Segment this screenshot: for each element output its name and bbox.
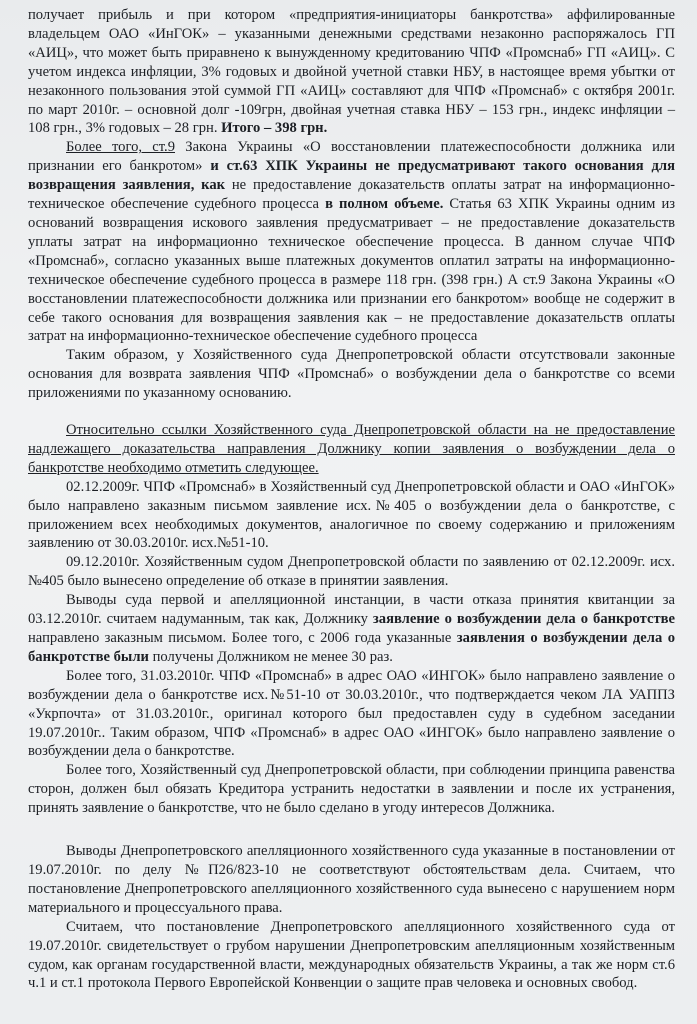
paragraph-2-text-2: не предоставление доказательств оплаты затрат на информационно-техническое обеспечение судебного процесса [28,177,675,213]
paragraph-7-text-2: направлено заказным письмом. Более того, с 2006 года указанные [28,630,457,646]
paragraph-7-bold-1: заявление о возбуждении дела о банкротстве [372,611,675,628]
paragraph-6: 09.12.2010г. Хозяйственным судом Днепропетровской области по заявлению от 02.12.2009г. исх.№405 было вынесено определение об отказе в принятии заявления. [28,554,675,590]
paragraph-2-bold-2: в полном объеме. [325,196,444,213]
paragraph-7 [28,591,675,667]
paragraph-9: Более того, Хозяйственный суд Днепропетровской области, при соблюдении принципа равенства сторон, должен был обязать Кредитора устранить недостатки в заявлении и после их устранения, принять заявление о банкротстве, что не было сделано в угоду интересов Должника. [28,762,675,817]
paragraph-5: 02.12.2009г. ЧПФ «Промснаб» в Хозяйственный суд Днепропетровской области и ОАО «ИнГОК» было направлено заказным письмом заявление исх.№405 о возбуждении дела о банкротстве, с приложением всех необходимых документов, аналогичное по своему содержанию и приложениям заявлению от 30.03.2010г. исх.№51-10. [28,478,675,552]
paragraph-1 [28,6,675,138]
paragraph-3: Таким образом, у Хозяйственного суда Днепропетровской области отсутствовали законные основания для возврата заявления ЧПФ «Промснаб» о возбуждении дела о банкротстве со всеми приложениями по указанному основанию. [28,347,675,402]
paragraph-2 [28,138,675,346]
paragraph-7-bold-2: заявления о возбуждении дела о банкротстве [28,630,675,665]
paragraph-2-text-1: Закона Украины «О восстановлении платежеспособности должника или признании его банкротом» [28,139,675,175]
paragraph-1-text: получает прибыль и при котором «предприятия-инициаторы банкротства» аффилированные владельцем ОАО «ИнГОК» – указанными денежными средствами незаконно распоряжалось ГП «АИЦ», что может быть приравнено к вынужденному кредитованию ЧПФ «Промснаб» ГП «АИЦ». С учетом индекса инфляции, 3% годовых и двойной учетной ставки НБУ, в настоящее время убытки от незаконного пользования этой суммой ГП «АИЦ» составляют для ЧПФ «Промснаб» с октября 2001г. по март 2010г. – основной долг -109грн, двойная учетная ставка НБУ – 153 грн., индекс инфляции – 108 грн., 3% годовых – 28 грн. [28,7,675,137]
paragraph-11: Считаем, что постановление Днепропетровского апелляционного хозяйственного суда от 19.07.2010г. свидетельствует о грубом нарушении Днепропетровским апелляционным хозяйственным судом, как органам государственной власти, международных обязательств Украины, а так же норм ст.6 ч.1 и ст.1 протокола Первого Европейской Конвенции о защите прав человека и основных свобод. [28,918,675,992]
section-heading-paragraph: Относительно ссылки Хозяйственного суда Днепропетровской области на не предоставление надлежащего доказательства направления Должнику копии заявления о возбуждении дела о банкротстве необходимо отметить следующее. [28,422,675,476]
paragraph-2-bold-1: и ст.63 ХПК Украины не предусматривают такого основания для возвращения заявления, как [28,158,675,194]
paragraph-2-lead: Более того, ст.9 [66,139,175,156]
paragraph-8: Более того, 31.03.2010г. ЧПФ «Промснаб» в адрес ОАО «ИНГОК» было направлено заявление о возбуждении дела о банкротстве исх.№51-10 от 30.03.2010г., что подтверждается чеком ЛА УАППЗ «Укрпочта» от 31.03.2010г., оригинал которого был предоставлен суду в судебном заседании 19.07.2010г.. Таким образом, ЧПФ «Промснаб» в адрес ОАО «ИНГОК» было направлено заявление о возбуждении дела о банкротстве. [28,667,675,760]
total-amount: Итого – 398 грн. [221,120,328,137]
paragraph-10: Выводы Днепропетровского апелляционного хозяйственного суда указанные в постановлении от 19.07.2010г. по делу №П26/823-10 не соответствуют обстоятельствам дела. Считаем, что постановление Днепропетровского апелляционного хозяйственного суда вынесено с нарушением норм материального и процессуального права. [28,843,675,916]
paragraph-7-bold-3: были [109,648,149,665]
paragraph-7-text-1: Выводы суда первой и апелляционной инстанции, в части отказа принятия квитанции за 03.12.2010г. считаем надуманным, так как, Должнику [28,592,675,628]
paragraph-7-text-3: получены Должником не менее 30 раз. [148,648,393,665]
paragraph-2-text-3: Статья 63 ХПК Украины одним из оснований возвращения искового заявления предусматривает – не предоставление доказательств уплаты затрат на информационно техническое обеспечение процесса. В данном случае ЧПФ «Промснаб», согласно указанных выше платежных документов оплатил затраты на информационно-техническое обеспечение судебного процесса в размере 118 грн. (398 грн.) А ст.9 Закона Украины «О восстановлении платежеспособности должника или признании его банкротом» вообще не содержит в себе такого основания для возвращения заявления как – не предоставление доказательств оплаты затрат на информационно-техническое обеспечение судебного процесса [28,196,676,345]
